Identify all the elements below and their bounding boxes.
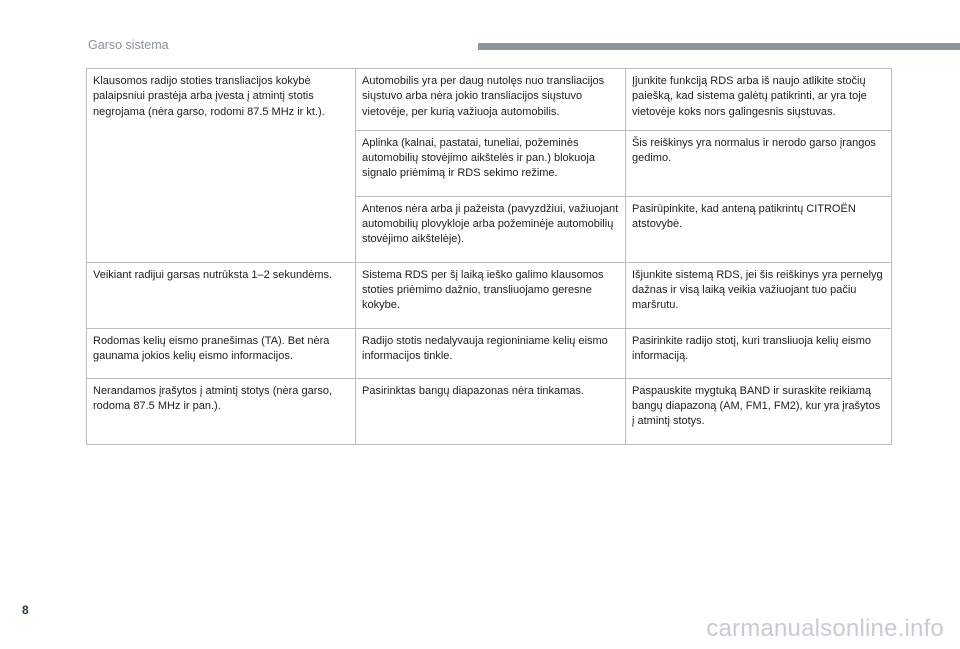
solution-cell: Įjunkite funkciją RDS arba iš naujo atlikite stočių paiešką, kad sistema galėtų patikrinti, ar yra toje vietovėje koks nors galingesnis siųstuvas. [626, 69, 892, 131]
solution-cell: Šis reiškinys yra normalus ir nerodo garso įrangos gedimo. [626, 130, 892, 196]
cause-cell: Automobilis yra per daug nutolęs nuo transliacijos siųstuvo arba nėra jokio transliacijos siųstuvo vietovėje, per kurią važiuoja automobilis. [356, 69, 626, 131]
cause-cell: Sistema RDS per šį laiką ieško galimo klausomos stoties priėmimo dažnio, transliuojamo geresne kokybe. [356, 262, 626, 328]
table-row [87, 328, 892, 378]
question-cell: Veikiant radijui garsas nutrūksta 1–2 sekundėms. [87, 262, 356, 328]
solution-cell: Pasirinkite radijo stotį, kuri transliuoja kelių eismo informaciją. [626, 328, 892, 378]
troubleshooting-table [86, 68, 892, 445]
solution-cell: Paspauskite mygtuką BAND ir suraskite reikiamą bangų diapazoną (AM, FM1, FM2), kur yra įrašytos į atmintį stotys. [626, 378, 892, 444]
section-title: Garso sistema [88, 38, 169, 52]
cause-cell: Aplinka (kalnai, pastatai, tuneliai, požeminės automobilių stovėjimo aikštelės ir pan.) blokuoja signalo priėmimą ir RDS sekimo režime. [356, 130, 626, 196]
page-number: 8 [22, 603, 29, 617]
solution-cell: Išjunkite sistemą RDS, jei šis reiškinys yra pernelyg dažnas ir visą laiką veikia važiuojant tuo pačiu maršrutu. [626, 262, 892, 328]
table-row [87, 69, 892, 131]
cause-cell: Antenos nėra arba ji pažeista (pavyzdžiui, važiuojant automobilių plovykloje arba požeminėje automobilių stovėjimo aikštelėje). [356, 196, 626, 262]
table-row [87, 378, 892, 444]
question-cell: Rodomas kelių eismo pranešimas (TA). Bet nėra gaunama jokios kelių eismo informacijos. [87, 328, 356, 378]
cause-cell: Pasirinktas bangų diapazonas nėra tinkamas. [356, 378, 626, 444]
cause-cell: Radijo stotis nedalyvauja regioniniame kelių eismo informacijos tinkle. [356, 328, 626, 378]
table-row [87, 262, 892, 328]
watermark-text: carmanualsonline.info [706, 615, 944, 642]
header-bar [478, 43, 960, 50]
solution-cell: Pasirūpinkite, kad anteną patikrintų CITROËN atstovybė. [626, 196, 892, 262]
question-cell: Klausomos radijo stoties transliacijos kokybė palaipsniui prastėja arba įvesta į atmintį stotis negrojama (nėra garso, rodomi 87.5 MHz ir kt.). [87, 69, 356, 263]
question-cell: Nerandamos įrašytos į atmintį stotys (nėra garso, rodoma 87.5 MHz ir pan.). [87, 378, 356, 444]
